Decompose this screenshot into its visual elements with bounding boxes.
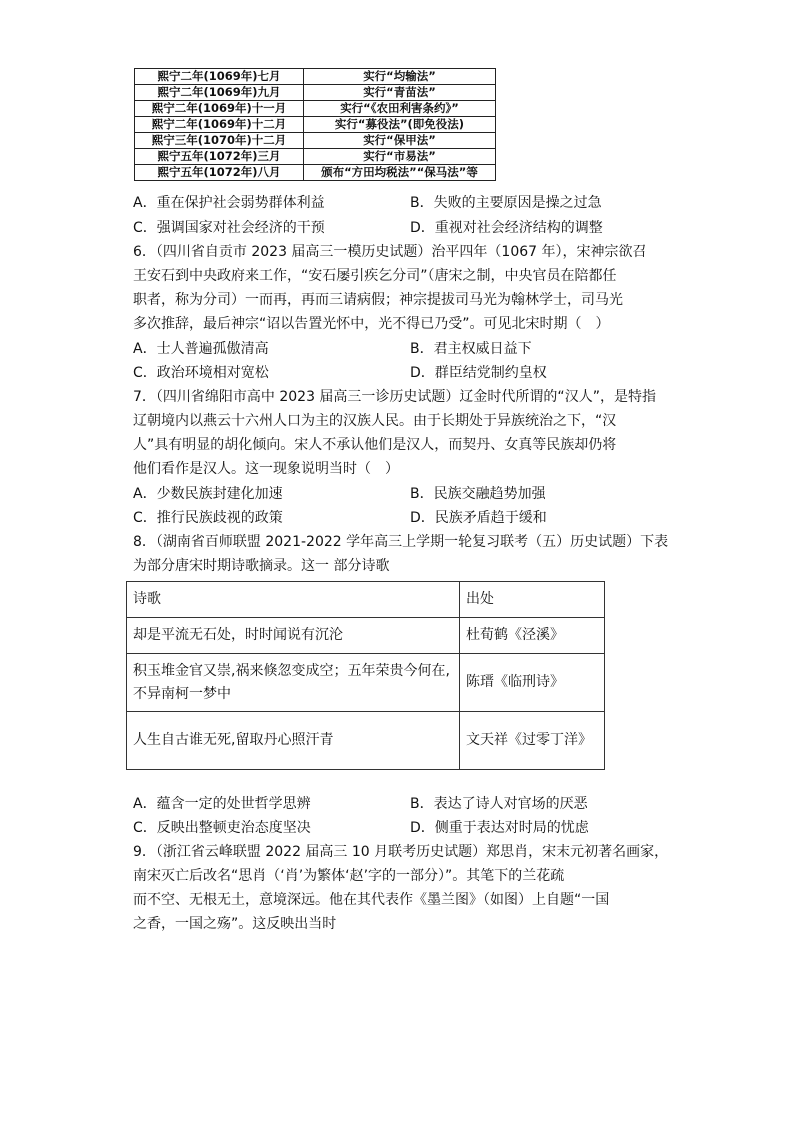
q9-stem-line: 而不空、无根无土，意境深远。他在其代表作《墨兰图》（如图）上自题“一国: [133, 892, 610, 908]
poem-text: 却是平流无石处，时时闻说有沉沦: [127, 618, 460, 654]
reform-date-cell: 熙宁二年(1069年)七月: [135, 69, 304, 85]
q6-option-b[interactable]: B．君主权威日益下: [410, 341, 532, 357]
q9-stem-line: 9．（浙江省云峰联盟 2022 届高三 10 月联考历史试题）郑思肖，宋末元初著名画家，: [133, 844, 669, 860]
q7-option-c[interactable]: C．推行民族歧视的政策: [133, 510, 283, 526]
poem-header-poem: 诗歌: [127, 582, 460, 618]
q7-stem: [133, 385, 673, 481]
poem-source: 杜荀鹤《泾溪》: [460, 618, 605, 654]
reform-policy-cell: 实行“保甲法”: [304, 133, 496, 149]
q7-option-a[interactable]: A．少数民族封建化加速: [133, 486, 283, 502]
table-row: [135, 165, 496, 181]
q6-option-d[interactable]: D．群臣结党制约皇权: [410, 365, 547, 381]
q7-option-d[interactable]: D．民族矛盾趋于缓和: [410, 510, 547, 526]
q8-option-d[interactable]: D．侧重于表达对时局的忧虑: [410, 820, 589, 836]
reform-policy-cell: 实行“市易法”: [304, 149, 496, 165]
q9-stem: [133, 840, 673, 936]
poem-table-header-row: [127, 582, 605, 618]
poem-source: 文天祥《过零丁洋》: [460, 712, 605, 770]
table-row: [135, 149, 496, 165]
q6-stem-line: 多次推辞，最后神宗“诏以告置光怀中，光不得已乃受”。可见北宋时期（ ）: [133, 316, 610, 332]
q7-stem-line: 7．（四川省绵阳市高中 2023 届高三一诊历史试题）辽金时代所谓的“汉人”，是特指: [133, 389, 656, 405]
q6-stem-line: 职者，称为分司）一而再，再而三请病假；神宗提拔司马光为翰林学士，司马光: [133, 292, 623, 308]
reform-policy-cell: 实行“均输法”: [304, 69, 496, 85]
q5-option-b[interactable]: B．失败的主要原因是操之过急: [410, 195, 602, 211]
q7-stem-line: 辽朝境内以燕云十六州人口为主的汉族人民。由于长期处于异族统治之下，“汉: [133, 413, 617, 429]
q6-option-c[interactable]: C．政治环境相对宽松: [133, 365, 269, 381]
table-row: [127, 654, 605, 712]
q6-option-a[interactable]: A．士人普遍孤傲清高: [133, 341, 269, 357]
table-row: [135, 85, 496, 101]
table-row: [135, 69, 496, 85]
q8-option-a[interactable]: A．蕴含一定的处世哲学思辨: [133, 796, 311, 812]
q8-stem-line: 8．（湖南省百师联盟 2021-2022 学年高三上学期一轮复习联考（五）历史试题）下表: [133, 534, 669, 550]
q7-stem-line: 人”具有明显的胡化倾向。宋人不承认他们是汉人，而契丹、女真等民族却仍将: [133, 437, 617, 453]
q8-option-c[interactable]: C．反映出整顿吏治态度坚决: [133, 820, 311, 836]
reform-date-cell: 熙宁二年(1069年)九月: [135, 85, 304, 101]
reform-date-cell: 熙宁二年(1069年)十二月: [135, 117, 304, 133]
reform-policy-cell: 实行“青苗法”: [304, 85, 496, 101]
reform-date-cell: 熙宁五年(1072年)三月: [135, 149, 304, 165]
q6-stem-line: 6．（四川省自贡市 2023 届高三一模历史试题）治平四年（1067 年），宋神宗欲召: [133, 244, 647, 260]
q9-stem-line: 之香，一国之殇”。这反映出当时: [133, 916, 337, 932]
poem-text: 积玉堆金官又崇,祸来倏忽变成空；五年荣贵今何在,不异南柯一梦中: [127, 654, 460, 712]
poem-text: 人生自古谁无死,留取丹心照汗青: [127, 712, 460, 770]
reform-date-cell: 熙宁三年(1070年)十二月: [135, 133, 304, 149]
reform-policy-cell: 实行“募役法”(即免役法): [304, 117, 496, 133]
poem-table: [126, 581, 605, 770]
q9-stem-line: 南宋灭亡后改名“思肖（‘肖’为繁体‘赵’字的一部分）”。其笔下的兰花疏: [133, 868, 565, 884]
q7-option-b[interactable]: B．民族交融趋势加强: [410, 486, 546, 502]
q6-stem: [133, 240, 673, 336]
table-row: [127, 712, 605, 770]
q6-stem-line: 王安石到中央政府来工作，“安石屡引疾乞分司”（唐宋之制，中央官员在陪都任: [133, 268, 617, 284]
q7-stem-line: 他们看作是汉人。这一现象说明当时（ ）: [133, 461, 399, 477]
q8-stem: [133, 530, 673, 578]
table-row: [135, 101, 496, 117]
poem-source: 陈瑨《临刑诗》: [460, 654, 605, 712]
q5-option-a[interactable]: A．重在保护社会弱势群体利益: [133, 195, 325, 211]
q8-stem-line: 为部分唐宋时期诗歌摘录。这一 部分诗歌: [133, 558, 390, 574]
table-row: [135, 117, 496, 133]
poem-header-source: 出处: [460, 582, 605, 618]
reform-policy-cell: 实行“《农田利害条约》”: [304, 101, 496, 117]
reform-date-cell: 熙宁五年(1072年)八月: [135, 165, 304, 181]
table-row: [135, 133, 496, 149]
reform-date-cell: 熙宁二年(1069年)十一月: [135, 101, 304, 117]
reform-timeline-table: [134, 68, 496, 181]
q5-option-c[interactable]: C．强调国家对社会经济的干预: [133, 220, 325, 236]
table-row: [127, 618, 605, 654]
q5-option-d[interactable]: D．重视对社会经济结构的调整: [410, 220, 603, 236]
reform-policy-cell: 颁布“方田均税法”“保马法”等: [304, 165, 496, 181]
q8-option-b[interactable]: B．表达了诗人对官场的厌恶: [410, 796, 588, 812]
